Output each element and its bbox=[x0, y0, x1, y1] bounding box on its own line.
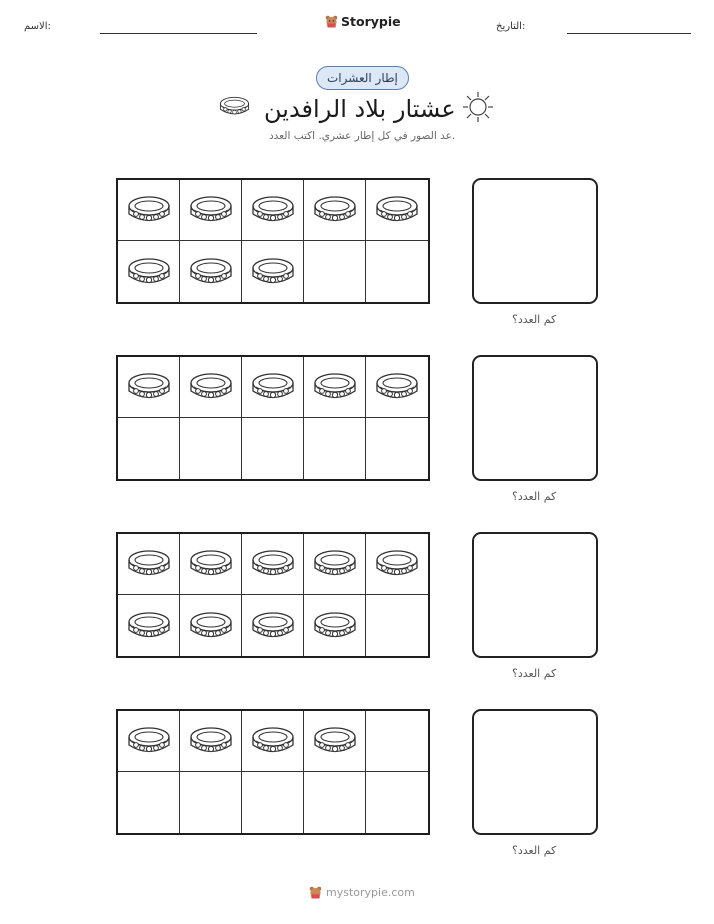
ring-icon bbox=[375, 547, 419, 581]
bear-logo-icon bbox=[309, 886, 322, 899]
frame-cell bbox=[180, 418, 242, 479]
ring-icon bbox=[313, 193, 357, 227]
ring-icon bbox=[251, 609, 295, 643]
ten-frame-4 bbox=[116, 709, 430, 835]
frame-cell bbox=[242, 180, 304, 241]
question-1: كم العدد؟ bbox=[512, 313, 557, 326]
frame-cell bbox=[118, 241, 180, 302]
tens-frame-badge bbox=[316, 66, 409, 90]
frame-cell bbox=[366, 534, 428, 595]
ring-icon bbox=[127, 255, 171, 289]
frame-cell bbox=[242, 772, 304, 833]
ring-icon bbox=[313, 609, 357, 643]
frame-cell bbox=[242, 241, 304, 302]
question-2: كم العدد؟ bbox=[512, 490, 557, 503]
frame-cell bbox=[366, 595, 428, 656]
ring-icon bbox=[251, 724, 295, 758]
footer bbox=[309, 886, 415, 899]
frame-cell bbox=[180, 241, 242, 302]
frame-cell bbox=[304, 711, 366, 772]
name-line[interactable] bbox=[100, 33, 257, 34]
frame-cell bbox=[242, 711, 304, 772]
ring-icon bbox=[189, 193, 233, 227]
answer-box-2[interactable] bbox=[472, 355, 598, 481]
frame-cell bbox=[242, 595, 304, 656]
ring-icon bbox=[189, 609, 233, 643]
ring-icon bbox=[189, 370, 233, 404]
ten-frame-2 bbox=[116, 355, 430, 481]
ten-frame-3 bbox=[116, 532, 430, 658]
page-title: عشتار بلاد الرافدين bbox=[264, 95, 456, 123]
frame-cell bbox=[118, 418, 180, 479]
ring-icon bbox=[251, 193, 295, 227]
ten-frame-1 bbox=[116, 178, 430, 304]
frame-cell bbox=[118, 772, 180, 833]
frame-cell bbox=[180, 534, 242, 595]
answer-box-1[interactable] bbox=[472, 178, 598, 304]
frame-cell bbox=[366, 241, 428, 302]
frame-cell bbox=[304, 357, 366, 418]
frame-cell bbox=[242, 534, 304, 595]
ring-icon bbox=[313, 370, 357, 404]
instructions: عد الصور في كل إطار عشري. اكتب العدد. bbox=[269, 130, 456, 142]
ring-icon bbox=[313, 724, 357, 758]
name-label: الاسم: bbox=[24, 21, 51, 32]
answer-box-4[interactable] bbox=[472, 709, 598, 835]
ring-icon bbox=[127, 547, 171, 581]
frame-cell bbox=[366, 418, 428, 479]
ring-icon bbox=[375, 193, 419, 227]
ring-icon bbox=[251, 370, 295, 404]
frame-cell bbox=[242, 418, 304, 479]
ring-icon bbox=[219, 94, 250, 119]
frame-cell bbox=[180, 711, 242, 772]
frame-cell bbox=[304, 180, 366, 241]
frame-cell bbox=[366, 357, 428, 418]
ring-icon bbox=[127, 609, 171, 643]
frame-cell bbox=[304, 772, 366, 833]
frame-cell bbox=[366, 772, 428, 833]
ring-icon bbox=[189, 724, 233, 758]
frame-cell bbox=[118, 534, 180, 595]
frame-cell bbox=[180, 595, 242, 656]
frame-cell bbox=[366, 711, 428, 772]
bear-logo-icon bbox=[325, 15, 338, 28]
frame-cell bbox=[180, 180, 242, 241]
ring-icon bbox=[375, 370, 419, 404]
date-label: التاريخ: bbox=[496, 21, 526, 32]
frame-cell bbox=[242, 357, 304, 418]
ring-icon bbox=[313, 547, 357, 581]
date-line[interactable] bbox=[567, 33, 691, 34]
frame-cell bbox=[118, 595, 180, 656]
badge-label: إطار العشرات bbox=[316, 66, 409, 90]
ring-icon bbox=[127, 193, 171, 227]
brand-name: Storypie bbox=[341, 14, 401, 29]
question-3: كم العدد؟ bbox=[512, 667, 557, 680]
ring-icon bbox=[251, 547, 295, 581]
ring-icon bbox=[189, 547, 233, 581]
frame-cell bbox=[304, 241, 366, 302]
storypie-logo bbox=[325, 14, 401, 29]
frame-cell bbox=[180, 357, 242, 418]
frame-cell bbox=[304, 418, 366, 479]
frame-cell bbox=[180, 772, 242, 833]
frame-cell bbox=[118, 180, 180, 241]
frame-cell bbox=[304, 534, 366, 595]
ring-icon bbox=[251, 255, 295, 289]
frame-cell bbox=[304, 595, 366, 656]
ring-icon bbox=[127, 724, 171, 758]
frame-cell bbox=[366, 180, 428, 241]
frame-cell bbox=[118, 357, 180, 418]
ring-icon bbox=[127, 370, 171, 404]
footer-site[interactable]: mystorypie.com bbox=[326, 886, 415, 899]
answer-box-3[interactable] bbox=[472, 532, 598, 658]
sun-icon bbox=[462, 91, 494, 123]
question-4: كم العدد؟ bbox=[512, 844, 557, 857]
ring-icon bbox=[189, 255, 233, 289]
frame-cell bbox=[118, 711, 180, 772]
